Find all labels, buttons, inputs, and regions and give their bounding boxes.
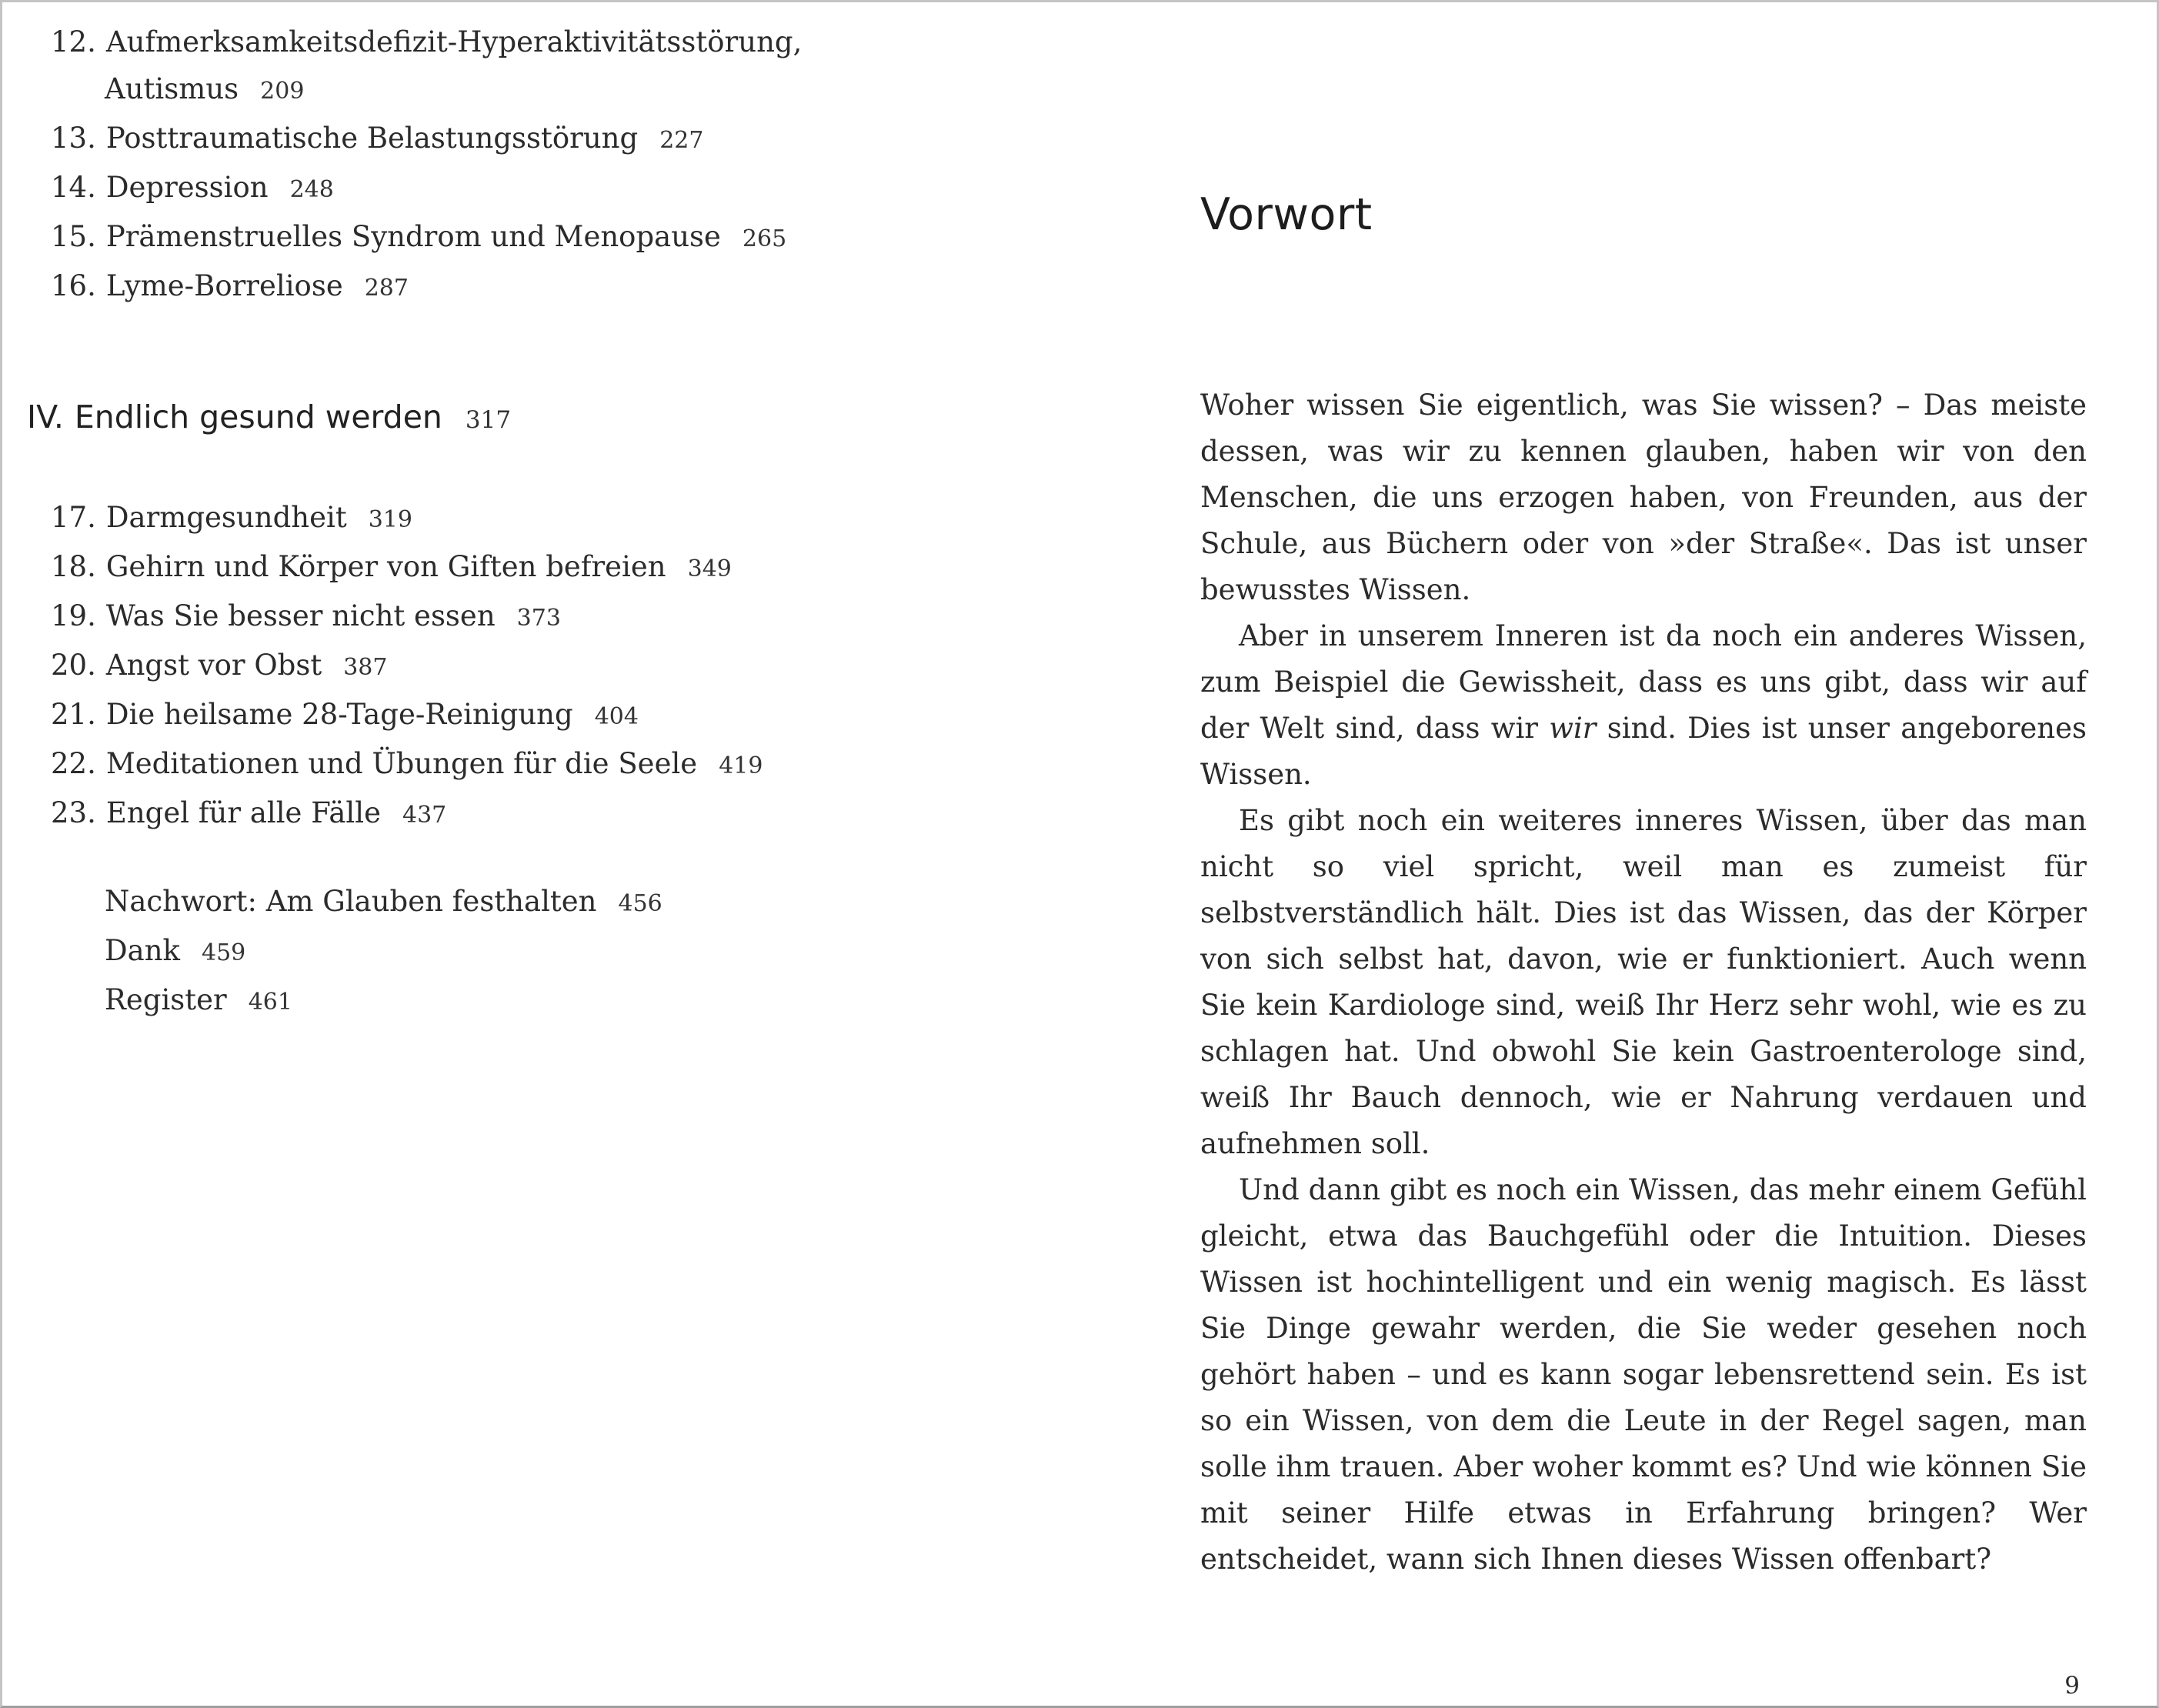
toc-entry-page: 456: [618, 890, 662, 917]
toc-entry: [51, 213, 1090, 262]
toc-entry-title: Lyme-Borreliose: [105, 269, 343, 302]
toc-entry-title: Prämenstruelles Syndrom und Menopause: [105, 220, 721, 253]
preface-body: [1200, 382, 2087, 1583]
toc-entry-number: 19.: [51, 599, 96, 632]
paragraph-text: Aber in unserem Inneren ist da noch ein anderes Wissen, zum Beispiel die Gewissheit, dass es uns gibt, dass wir auf der Welt sind, dass wir: [1200, 619, 2087, 745]
toc-entry: [51, 18, 1090, 65]
preface-paragraph-1: Woher wissen Sie eigentlich, was Sie wissen? – Das meiste dessen, was wir zu kennen glauben, haben wir von den Menschen, die uns erzogen haben, von Freunden, aus der Schule, aus Büchern oder von »der Straße«. Das ist unser bewusstes Wissen.: [1200, 389, 2087, 606]
paragraph-text: sind. Dies ist unser angeborenes Wissen.: [1200, 712, 2087, 791]
toc-entry-page: 287: [364, 275, 409, 302]
toc-entry-page: 209: [260, 78, 305, 105]
toc-entry: [51, 789, 1090, 839]
preface-title: Vorwort: [1200, 189, 1373, 240]
toc-entry-number: 18.: [51, 550, 96, 583]
preface-paragraph-3: Es gibt noch ein weiteres inneres Wissen, über das man nicht so viel spricht, weil man es zumeist für selbstverständlich hält. Dies ist das Wissen, das der Körper von sich selbst hat, davon, wie er funktioniert. Auch wenn Sie kein Kardiologe sind, weiß Ihr Herz sehr wohl, wie es zu schlagen hat. Und obwohl Sie kein Gastroenterologe sind, weiß Ihr Bauch dennoch, wie er Nahrung verdauen und aufnehmen soll.: [1200, 804, 2087, 1160]
toc-entry: [51, 592, 1090, 642]
toc-entry-number: 17.: [51, 501, 96, 534]
toc-entry-title: Die heilsame 28-Tage-Reinigung: [105, 698, 573, 731]
toc-entry-title: Was Sie besser nicht essen: [105, 599, 496, 632]
toc-entry: [51, 115, 1090, 164]
toc-entry-title: Depression: [105, 171, 269, 204]
toc-entry-title: Autismus: [105, 72, 239, 105]
toc-entry-number: 14.: [51, 171, 96, 204]
toc-backmatter-entries: [51, 878, 1090, 1026]
preface-section: [1200, 190, 2087, 1583]
preface-paragraph-2: [1200, 613, 2087, 798]
toc-section-heading: [27, 396, 1090, 442]
toc-entry: [51, 164, 1090, 213]
toc-entry-page: 349: [687, 555, 732, 582]
toc-entry-title: Meditationen und Übungen für die Seele: [105, 747, 698, 780]
toc-entry-title: Engel für alle Fälle: [105, 796, 381, 829]
toc-entry-number: 13.: [51, 122, 96, 155]
toc-backmatter-entry: [51, 927, 1090, 976]
toc-section-title: Endlich gesund werden: [74, 399, 442, 435]
toc-section-page: 317: [465, 406, 512, 434]
preface-paragraph-4: Und dann gibt es noch ein Wissen, das mehr einem Gefühl gleicht, etwa das Bauchgefühl oder die Intuition. Dieses Wissen ist hochintelligent und ein wenig magisch. Es lässt Sie Dinge gewahr werden, die Sie weder gesehen noch gehört haben – und es kann sogar lebensrettend sein. Es ist so ein Wissen, von dem die Leute in der Regel sagen, man solle ihm trauen. Aber woher kommt es? Und wie können Sie mit seiner Hilfe etwas in Erfahrung bringen? Wer entscheidet, wann sich Ihnen dieses Wissen offenbart?: [1200, 1173, 2087, 1576]
toc-section-number: IV.: [27, 399, 64, 435]
toc-entry-number: 16.: [51, 269, 96, 302]
toc-entry: [51, 642, 1090, 691]
toc-entry: [51, 494, 1090, 543]
toc-entry: [51, 262, 1090, 312]
toc-entry-page: 387: [343, 654, 388, 681]
toc-entry-page: 437: [402, 802, 447, 829]
toc-entry-page: 265: [742, 225, 787, 252]
toc-entry-page: 319: [368, 506, 412, 533]
toc-entry: [51, 65, 1090, 115]
toc-entry-page: 419: [719, 752, 763, 779]
toc-entry-title: Aufmerksamkeitsdefizit-Hyperaktivitätsstörung,: [105, 25, 803, 58]
toc-entry: [51, 543, 1090, 592]
toc-entry-title: Register: [105, 983, 227, 1016]
toc-entry-page: 404: [594, 703, 639, 730]
toc-entry-page: 459: [201, 939, 246, 966]
toc-part4-entries: [51, 494, 1090, 839]
toc-entry-number: 21.: [51, 698, 96, 731]
toc-entry-number: 22.: [51, 747, 96, 780]
toc-entry-page: 227: [659, 127, 704, 154]
toc-entry-title: Posttraumatische Belastungsstörung: [105, 122, 639, 155]
toc-entry-number: 15.: [51, 220, 96, 253]
toc-backmatter-entry: [51, 878, 1090, 927]
toc-entry-page: 248: [289, 176, 334, 203]
table-of-contents: [27, 18, 1090, 1026]
toc-entry-title: Angst vor Obst: [105, 649, 322, 682]
toc-backmatter-entry: [51, 976, 1090, 1026]
toc-entry-page: 373: [516, 605, 561, 632]
toc-entry-title: Dank: [105, 934, 180, 967]
toc-part3-entries: [51, 18, 1090, 312]
toc-entry-title: Nachwort: Am Glauben festhalten: [105, 885, 597, 918]
toc-entry: [51, 740, 1090, 789]
italic-word: wir: [1549, 712, 1597, 745]
toc-entry-number: 23.: [51, 796, 96, 829]
toc-entry-number: 12.: [51, 25, 96, 58]
toc-entry-page: 461: [248, 989, 292, 1016]
toc-entry-number: 20.: [51, 649, 96, 682]
toc-entry-title: Gehirn und Körper von Giften befreien: [105, 550, 666, 583]
toc-entry-title: Darmgesundheit: [105, 501, 347, 534]
page-number: 9: [2064, 1672, 2080, 1700]
toc-entry: [51, 691, 1090, 740]
